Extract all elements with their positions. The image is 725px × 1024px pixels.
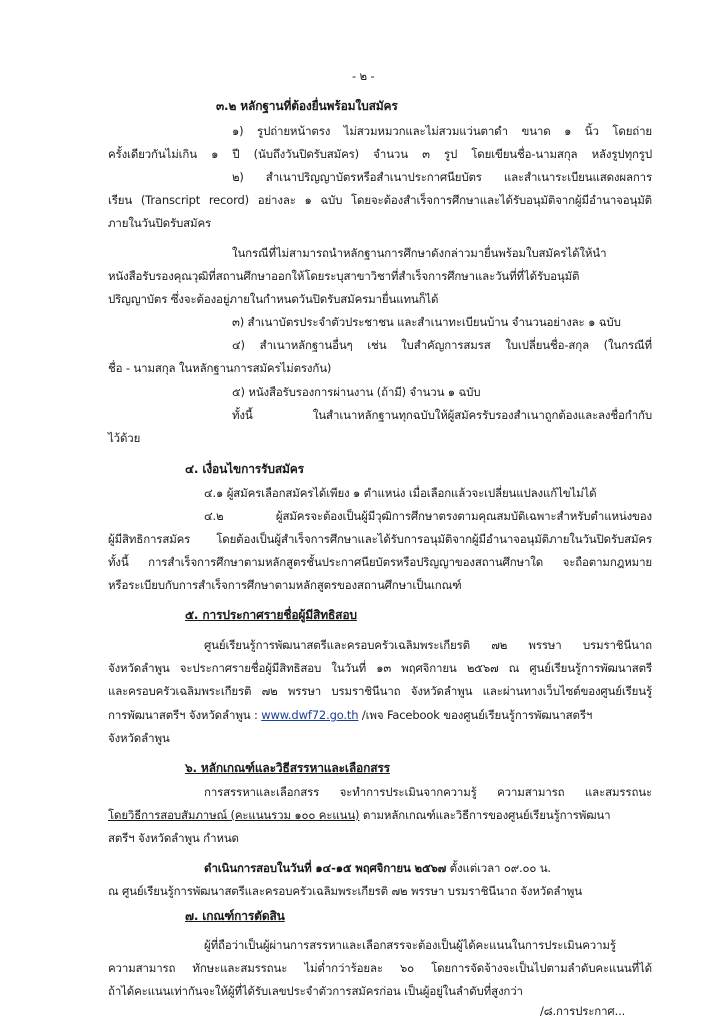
- doc-line: การสรรหาและเลือกสรร จะทำการประเมินจากความรู้ ความสามารถ และสมรรถนะ: [204, 785, 652, 799]
- doc-line: ครั้งเดียวกันไม่เกิน ๑ ปี (นับถึงวันปิดรับสมัคร) จำนวน ๓ รูป โดยเขียนชื่อ-นามสกุล หลังรูปทุกรูป: [108, 147, 652, 161]
- doc-line: และครอบครัวเฉลิมพระเกียรติ ๗๒ พรรษา บรมราชินีนาถ จังหวัดลำพูน และผ่านทางเว็บไซต์ของศูนย์เรียนรู้: [108, 684, 652, 698]
- doc-line: ๔.๑ ผู้สมัครเลือกสมัครได้เพียง ๑ ตำแหน่ง เมื่อเลือกแล้วจะเปลี่ยนแปลงแก้ไขไม่ได้: [204, 486, 597, 500]
- doc-line: ผู้มีสิทธิการสมัคร โดยต้องเป็นผู้สำเร็จการศึกษาและได้รับการอนุมัติจากผู้มีอำนาจอนุมัติภายในวันปิดรับสมัคร: [108, 532, 652, 546]
- doc-line: ไว้ด้วย: [108, 431, 141, 445]
- doc-line: หนังสือรับรองคุณวุฒิที่สถานศึกษาออกให้โดยระบุสาขาวิชาที่สำเร็จการศึกษาและวันที่ที่ได้รับอนุมัติ: [108, 269, 580, 283]
- doc-line: ณ ศูนย์เรียนรู้การพัฒนาสตรีและครอบครัวเฉลิมพระเกียรติ ๗๒ พรรษา บรมราชินีนาถ จังหวัดลำพูน: [108, 884, 582, 898]
- doc-line: ๕) หนังสือรับรองการผ่านงาน (ถ้ามี) จำนวน ๑ ฉบับ: [232, 385, 481, 399]
- page-number: - ๒ -: [352, 69, 375, 83]
- doc-line: ผู้ที่ถือว่าเป็นผู้ผ่านการสรรหาและเลือกสรรจะต้องเป็นผู้ได้คะแนนในการประเมินความรู้: [204, 938, 616, 952]
- doc-line: ถ้าได้คะแนนเท่ากันจะให้ผู้ที่ได้รับเลขประจำตัวการสมัครก่อน เป็นผู้อยู่ในลำดับที่สูงกว่า: [108, 984, 523, 998]
- doc-line: ปริญญาบัตร ซึ่งจะต้องอยู่ภายในกำหนดวันปิดรับสมัครมายื่นแทนก็ได้: [108, 292, 439, 306]
- section-5-heading: ๕. การประกาศรายชื่อผู้มีสิทธิสอบ: [185, 608, 357, 622]
- interview-method-text: โดยวิธีการสอบสัมภาษณ์ (คะแนนรวม ๑๐๐ คะแนน): [108, 808, 360, 822]
- exam-date-text: ดำเนินการสอบในวันที่ ๑๔-๑๕ พฤศจิกายน ๒๕๖๗: [204, 861, 447, 875]
- doc-line: ๔) สำเนาหลักฐานอื่นๆ เช่น ใบสำคัญการสมรส ใบเปลี่ยนชื่อ-สกุล (ในกรณีที่: [232, 338, 652, 352]
- doc-line: จังหวัดลำพูน จะประกาศรายชื่อผู้มีสิทธิสอบ ในวันที่ ๑๓ พฤศจิกายน ๒๕๖๗ ณ ศูนย์เรียนรู้การพัฒนาสตรี: [108, 661, 652, 675]
- section-3-2-heading: ๓.๒ หลักฐานที่ต้องยื่นพร้อมใบสมัคร: [216, 99, 398, 113]
- doc-line: ทั้งนี้ การสำเร็จการศึกษาตามหลักสูตรชั้นประกาศนียบัตรหรือปริญญาของสถานศึกษาใด จะถือตามกฎหมาย: [108, 555, 652, 569]
- doc-line: ๒) สำเนาปริญญาบัตรหรือสำเนาประกาศนียบัตร และสำเนาระเบียนแสดงผลการ: [232, 170, 652, 184]
- doc-text: ตามหลักเกณฑ์และวิธีการของศูนย์เรียนรู้การพัฒนา: [359, 808, 611, 822]
- doc-line: ทั้งนี้ ในสำเนาหลักฐานทุกฉบับให้ผู้สมัครรับรองสำเนาถูกต้องและลงชื่อกำกับ: [232, 408, 652, 422]
- doc-line: เรียน (Transcript record) อย่างละ ๑ ฉบับ โดยจะต้องสำเร็จการศึกษาและได้รับอนุมัติจากผู้มีอำนาจอนุมัติ: [108, 193, 652, 207]
- doc-line: ๓) สำเนาบัตรประจำตัวประชาชน และสำเนาทะเบียนบ้าน จำนวนอย่างละ ๑ ฉบับ: [232, 315, 621, 329]
- doc-line: ศูนย์เรียนรู้การพัฒนาสตรีและครอบครัวเฉลิมพระเกียรติ ๗๒ พรรษา บรมราชินีนาถ: [204, 638, 652, 652]
- website-link[interactable]: www.dwf72.go.th: [261, 708, 359, 722]
- doc-line: สตรีฯ จังหวัดลำพูน กำหนด: [108, 831, 239, 845]
- section-4-heading: ๔. เงื่อนไขการรับสมัคร: [185, 462, 304, 476]
- doc-line: [108, 707, 592, 723]
- doc-line: [108, 807, 610, 823]
- doc-line: ความสามารถ ทักษะและสมรรถนะ ไม่ต่ำกว่าร้อยละ ๖๐ โดยการจัดจ้างจะเป็นไปตามลำดับคะแนนที่ได้: [108, 961, 652, 975]
- doc-line: หรือระเบียบกับการสำเร็จการศึกษาตามหลักสูตรของสถานศึกษาเป็นเกณฑ์: [108, 578, 462, 592]
- section-6-heading: ๖. หลักเกณฑ์และวิธีสรรหาและเลือกสรร: [185, 761, 390, 775]
- doc-line: [204, 860, 551, 876]
- doc-line: ภายในวันปิดรับสมัคร: [108, 216, 212, 230]
- doc-line: ๔.๒ ผู้สมัครจะต้องเป็นผู้มีวุฒิการศึกษาตรงตามคุณสมบัติเฉพาะสำหรับตำแหน่งของ: [204, 509, 652, 523]
- doc-line: จังหวัดลำพูน: [108, 731, 170, 745]
- doc-line: ๑) รูปถ่ายหน้าตรง ไม่สวมหมวกและไม่สวมแว่นตาดำ ขนาด ๑ นิ้ว โดยถ่าย: [232, 124, 652, 138]
- continuation-note: /๘.การประกาศ...: [540, 1004, 626, 1018]
- doc-line: ในกรณีที่ไม่สามารถนำหลักฐานการศึกษาดังกล่าวมายื่นพร้อมใบสมัครได้ให้นำ: [232, 246, 607, 260]
- doc-text: ตั้งแต่เวลา ๐๙.๐๐ น.: [446, 861, 551, 875]
- section-7-heading: ๗. เกณฑ์การตัดสิน: [185, 909, 285, 923]
- doc-text: การพัฒนาสตรีฯ จังหวัดลำพูน :: [108, 708, 262, 722]
- doc-text: /เพจ Facebook ของศูนย์เรียนรู้การพัฒนาสตรีฯ: [358, 708, 593, 722]
- doc-line: ชื่อ - นามสกุล ในหลักฐานการสมัครไม่ตรงกัน): [108, 361, 332, 375]
